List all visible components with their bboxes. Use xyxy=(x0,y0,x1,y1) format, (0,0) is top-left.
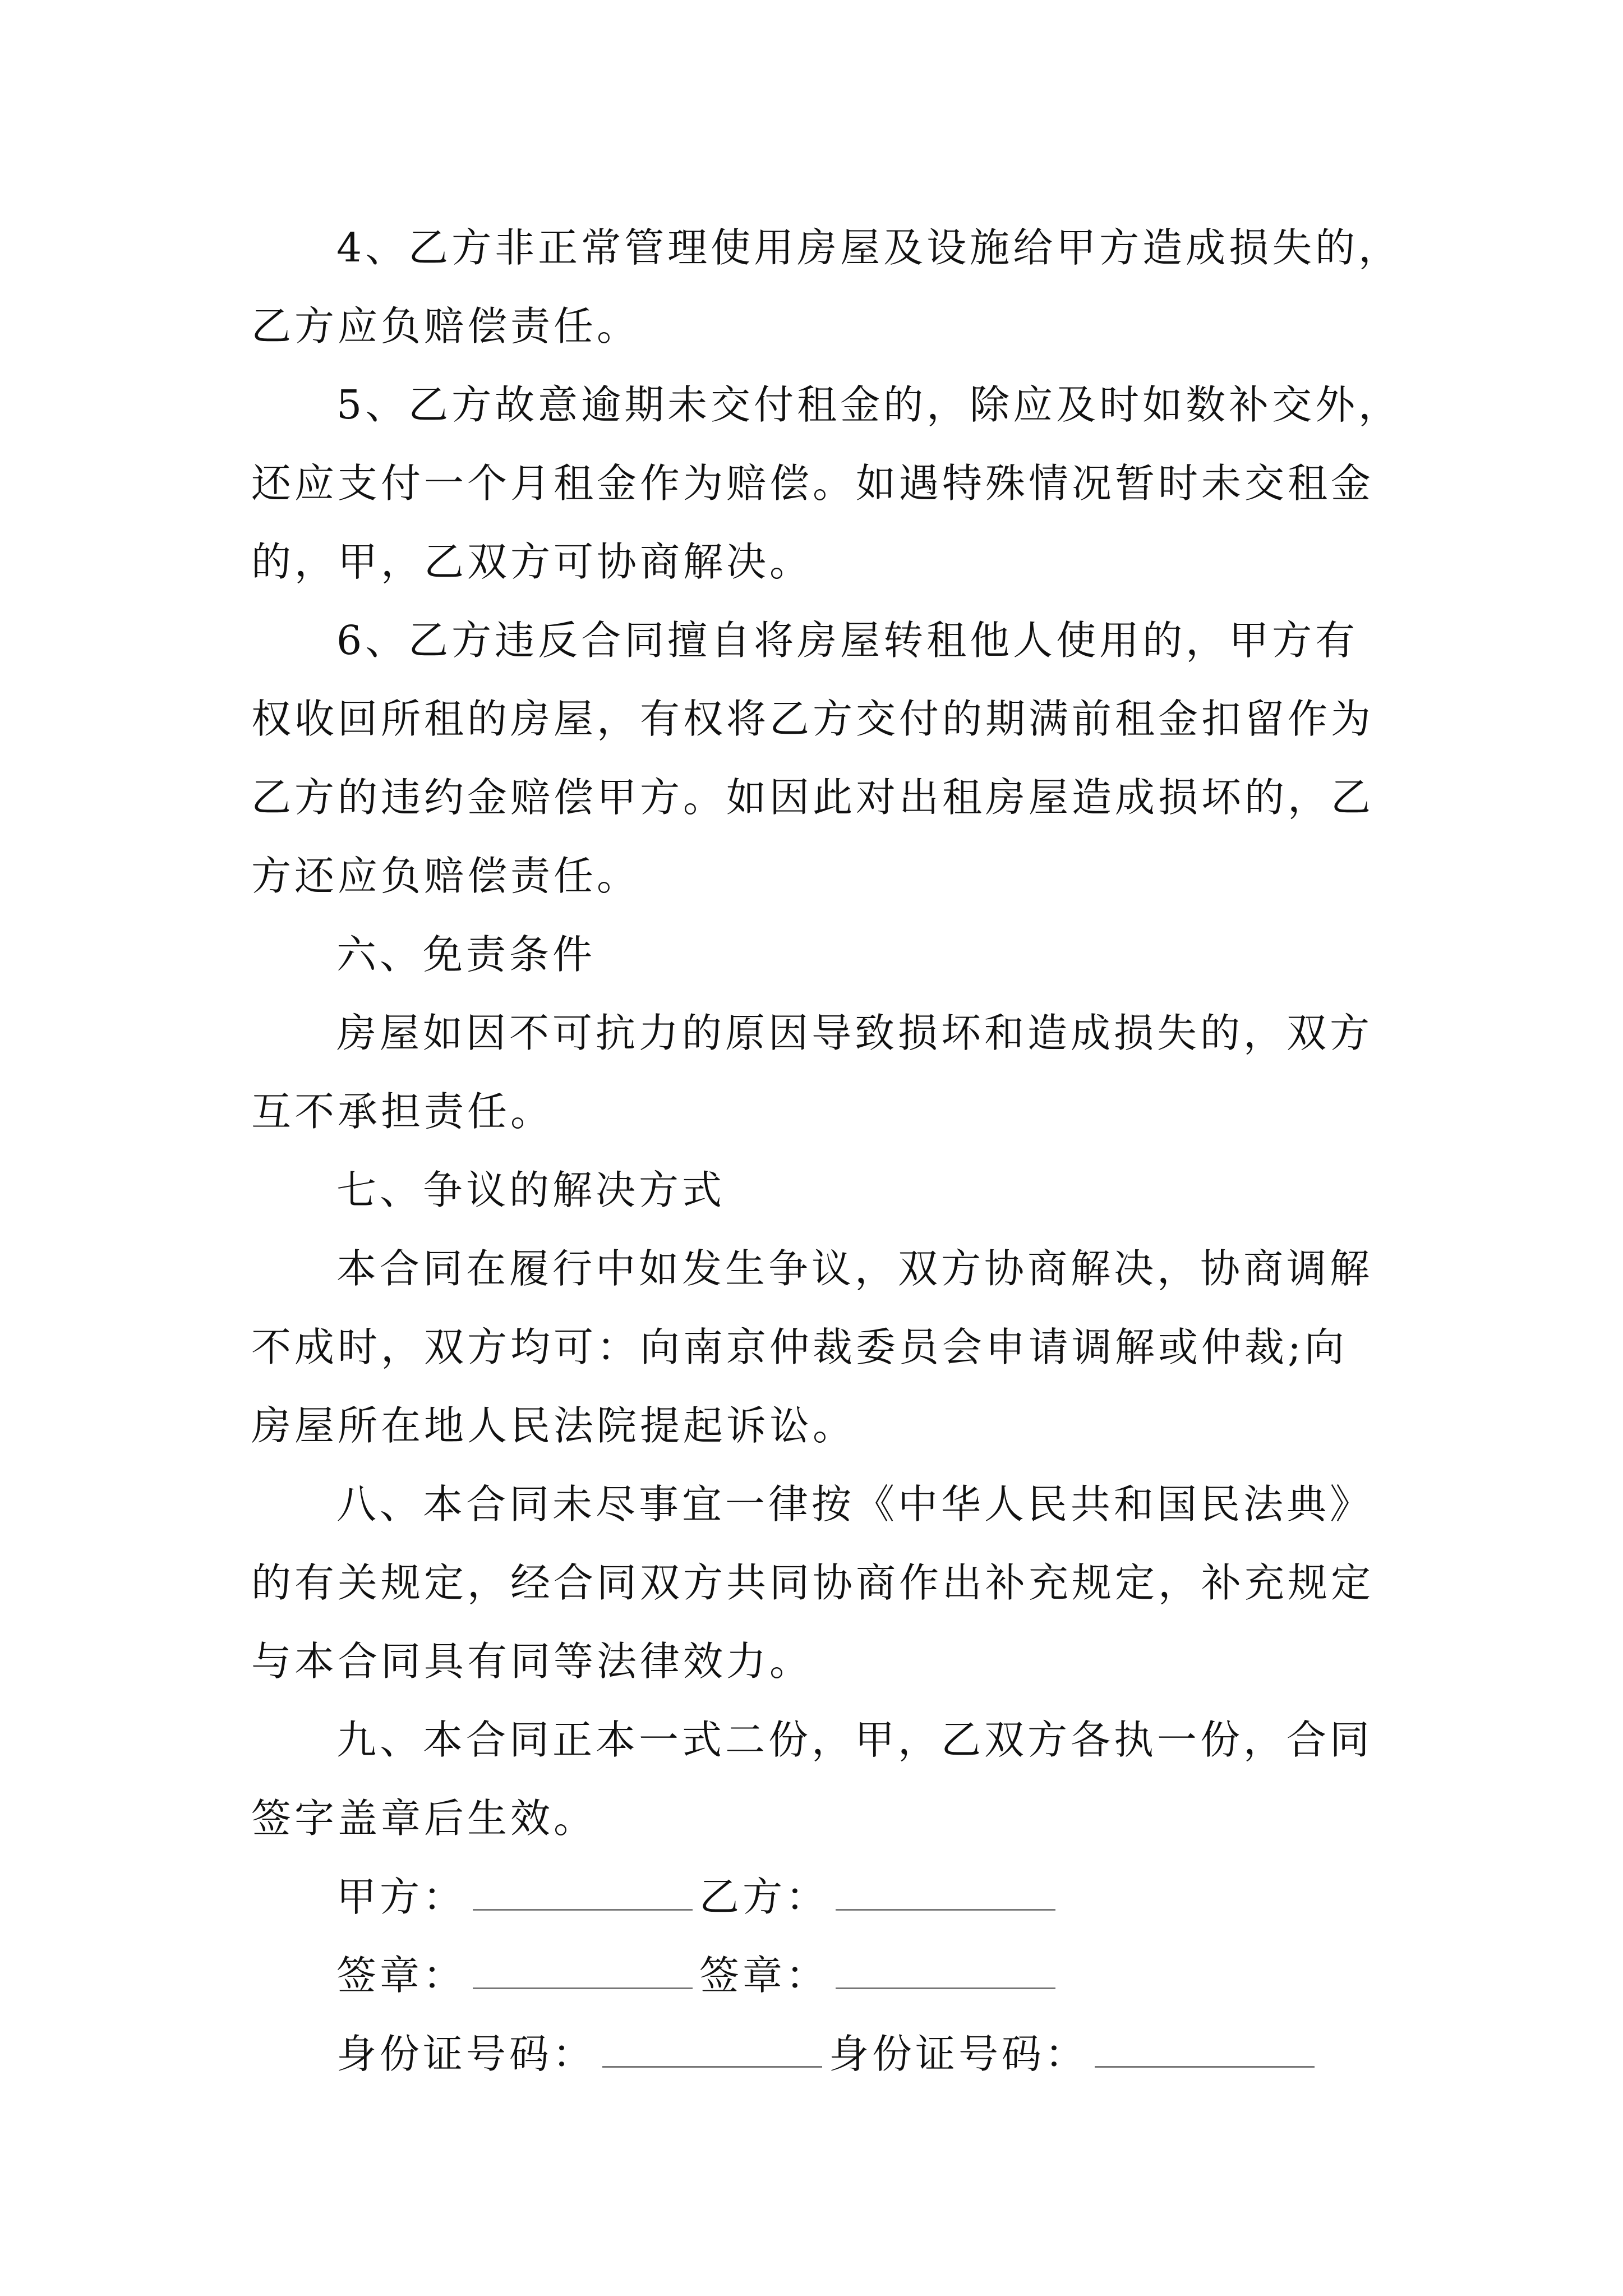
id-a-blank[interactable] xyxy=(602,2026,822,2068)
paragraph-line: 权收回所租的房屋，有权将乙方交付的期满前租金扣留作为 xyxy=(251,696,1375,742)
paragraph-line: 九、本合同正本一式二份，甲，乙双方各执一份，合同 xyxy=(336,1717,1373,1763)
party-signature-row xyxy=(251,1858,1390,1936)
seal-a-blank[interactable] xyxy=(473,1947,693,1989)
paragraph-line: 5、乙方故意逾期未交付租金的，除应及时如数补交外， xyxy=(336,381,1402,428)
party-b-label: 乙方： xyxy=(699,1874,829,1920)
paragraph-line: 的，甲，乙双方可协商解决。 xyxy=(251,539,813,585)
document-body xyxy=(251,209,1402,2093)
seal-a-label: 签章： xyxy=(336,1952,467,1999)
paragraph-line: 的有关规定，经合同双方共同协商作出补充规定，补充规定 xyxy=(251,1559,1375,1606)
id-b-blank[interactable] xyxy=(1095,2026,1315,2068)
party-a-label: 甲方： xyxy=(336,1874,467,1920)
paragraph-line: 房屋所在地人民法院提起诉讼。 xyxy=(251,1402,856,1449)
paragraph-line: 方还应负赔偿责任。 xyxy=(251,853,640,899)
seal-signature-row xyxy=(251,1936,1390,2015)
paragraph-line: 本合同在履行中如发生争议，双方协商解决，协商调解 xyxy=(336,1245,1373,1292)
paragraph-line: 签字盖章后生效。 xyxy=(251,1795,597,1842)
id-b-label: 身份证号码： xyxy=(829,2031,1089,2077)
id-number-row xyxy=(251,2015,1390,2093)
party-b-blank[interactable] xyxy=(836,1869,1055,1911)
section-heading: 六、免责条件 xyxy=(336,931,596,978)
paragraph-line: 乙方的违约金赔偿甲方。如因此对出租房屋造成损坏的，乙 xyxy=(251,774,1375,821)
paragraph-line: 6、乙方违反合同擅自将房屋转租他人使用的，甲方有 xyxy=(336,617,1359,664)
paragraph-line: 不成时，双方均可：向南京仲裁委员会申请调解或仲裁;向 xyxy=(251,1324,1348,1370)
paragraph-line: 4、乙方非正常管理使用房屋及设施给甲方造成损失的， xyxy=(336,224,1402,271)
paragraph-line: 八、本合同未尽事宜一律按《中华人民共和国民法典》 xyxy=(336,1481,1373,1527)
seal-b-label: 签章： xyxy=(699,1952,829,1999)
paragraph-line: 还应支付一个月租金作为赔偿。如遇特殊情况暂时未交租金 xyxy=(251,460,1375,507)
paragraph-line: 乙方应负赔偿责任。 xyxy=(251,303,640,349)
section-heading: 七、争议的解决方式 xyxy=(336,1167,726,1213)
id-a-label: 身份证号码： xyxy=(336,2031,596,2077)
paragraph-line: 与本合同具有同等法律效力。 xyxy=(251,1638,813,1685)
seal-b-blank[interactable] xyxy=(836,1947,1055,1989)
party-a-blank[interactable] xyxy=(473,1869,693,1911)
paragraph-line: 房屋如因不可抗力的原因导致损坏和造成损失的，双方 xyxy=(336,1010,1373,1056)
paragraph-line: 互不承担责任。 xyxy=(251,1088,554,1135)
